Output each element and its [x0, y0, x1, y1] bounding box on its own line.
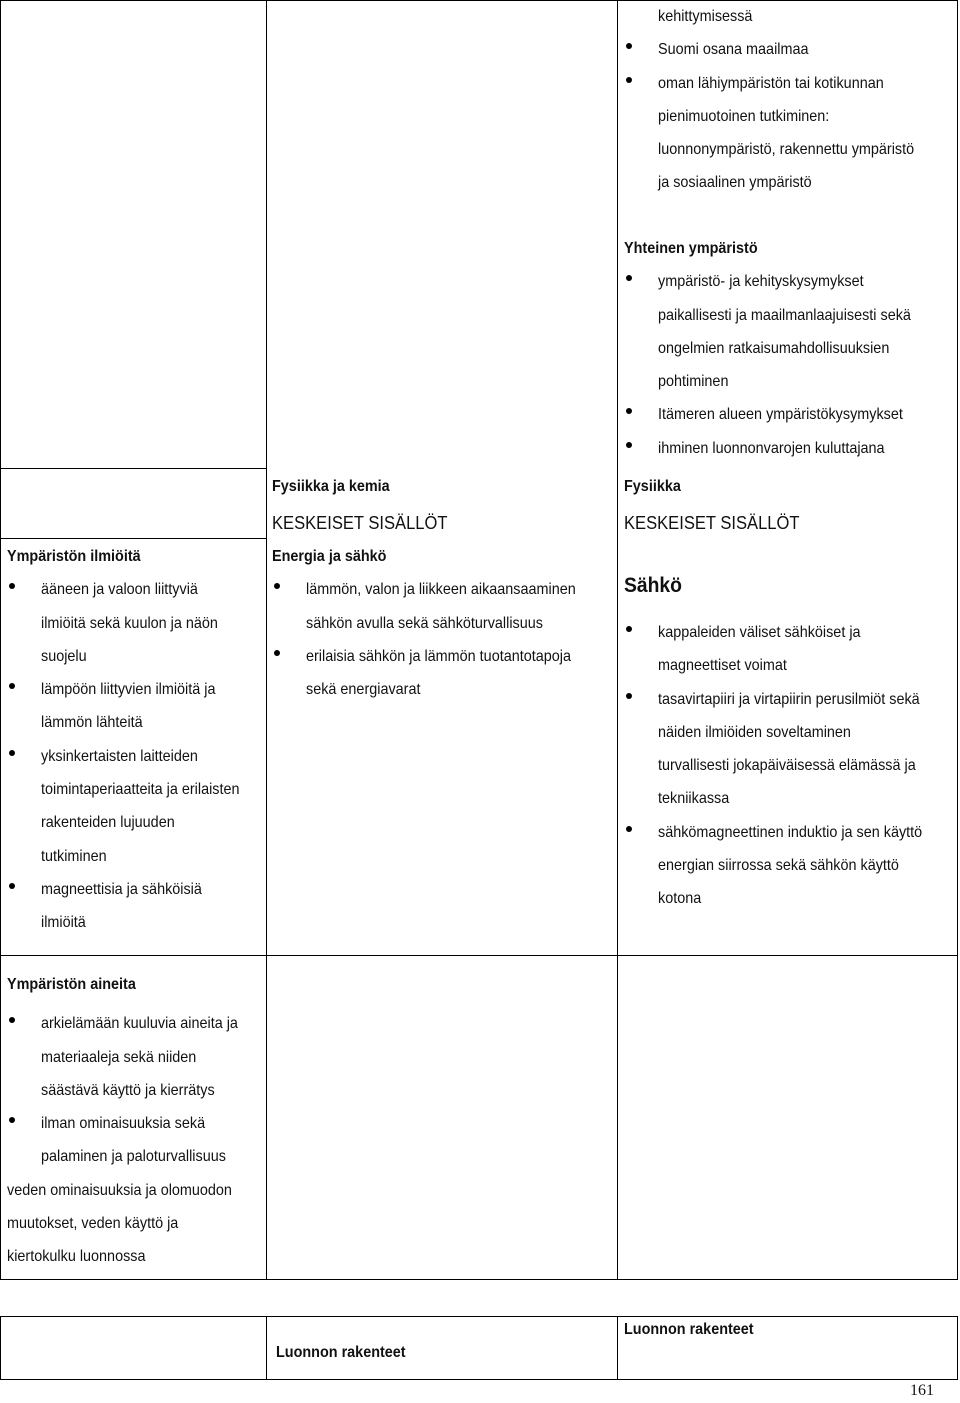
- list-item-text: ihminen luonnonvarojen kuluttajana: [658, 439, 885, 457]
- list-item-text: ongelmien ratkaisumahdollisuuksien: [658, 339, 890, 357]
- bullet-icon: [9, 583, 15, 589]
- bullet-icon: [626, 77, 632, 83]
- list-item: [624, 816, 952, 916]
- list-item-text: erilaisia sähkön ja lämmön tuotantotapoja: [306, 647, 571, 665]
- bullet-icon: [626, 826, 632, 832]
- table-divider: [617, 1316, 618, 1380]
- list-item-text: magneettisia ja sähköisiä: [41, 880, 202, 898]
- list-item: [624, 616, 952, 683]
- plain-text: muutokset, veden käyttö ja: [7, 1215, 179, 1233]
- list-item-text: sekä energiavarat: [306, 681, 421, 699]
- list-item-text: yksinkertaisten laitteiden: [41, 747, 198, 765]
- list-item-text: pohtiminen: [658, 373, 729, 391]
- col3-shared-env-cell: [624, 232, 939, 465]
- list-item: [7, 673, 262, 740]
- plain-text: kiertokulku luonnossa: [7, 1248, 146, 1266]
- bullet-icon: [626, 408, 632, 414]
- list-item-text: ympäristö- ja kehityskysymykset: [658, 273, 864, 291]
- col2-energy-cell: [272, 540, 606, 706]
- section-heading: Yhteinen ympäristö: [624, 240, 758, 257]
- footer-heading: Luonnon rakenteet: [624, 1321, 754, 1338]
- list-item-text: lämmön lähteitä: [41, 714, 143, 732]
- list-item-text: turvallisesti jokapäiväisessä elämässä ja: [658, 757, 916, 775]
- list-item-text: lämmön, valon ja liikkeen aikaansaaminen: [306, 581, 576, 599]
- list-item-text: sähkömagneettinen induktio ja sen käyttö: [658, 823, 923, 841]
- bullet-icon: [274, 650, 280, 656]
- list-item-text: pienimuotoinen tutkiminen:: [658, 107, 830, 125]
- table-divider: [266, 1316, 267, 1380]
- list-item-text: ilmiöitä: [41, 914, 86, 932]
- section-heading: Ympäristön ilmiöitä: [7, 548, 141, 565]
- list-item-text: toimintaperiaatteita ja erilaisten: [41, 781, 240, 799]
- list-item: [624, 683, 952, 816]
- list-item-text: magneettiset voimat: [658, 657, 787, 675]
- list-item-text: Suomi osana maailmaa: [658, 41, 809, 59]
- section-subtitle: KESKEISET SISÄLLÖT: [624, 513, 800, 534]
- footer-heading: Luonnon rakenteet: [276, 1344, 406, 1361]
- list-item: [624, 0, 943, 33]
- section-subtitle: KESKEISET SISÄLLÖT: [272, 513, 448, 534]
- list-item-text: suojelu: [41, 647, 87, 665]
- list-item: [7, 1107, 260, 1174]
- list-item-text: luonnonympäristö, rakennettu ympäristö: [658, 141, 915, 159]
- col2-header: [272, 470, 463, 543]
- table-divider: [617, 0, 618, 1280]
- footer-table: [0, 1316, 958, 1380]
- bullet-icon: [9, 750, 15, 756]
- list-item-text: energian siirrossa sekä sähkön käyttö: [658, 857, 899, 875]
- list-item-text: kotona: [658, 890, 702, 908]
- section-heading: Sähkö: [624, 574, 682, 597]
- list-item-text: lämpöön liittyvien ilmiöitä ja: [41, 681, 216, 699]
- list-item: [624, 265, 939, 398]
- list-item-text: tekniikassa: [658, 790, 730, 808]
- list-item: [624, 398, 939, 431]
- section-heading: Energia ja sähkö: [272, 548, 387, 565]
- bullet-icon: [626, 626, 632, 632]
- list-item-text: säästävä käyttö ja kierrätys: [41, 1081, 215, 1099]
- list-item-text: ja sosiaalinen ympäristö: [658, 174, 812, 192]
- bullet-icon: [9, 1117, 15, 1123]
- col1-substances-cell: [7, 968, 260, 1274]
- bullet-icon: [626, 43, 632, 49]
- list-item-text: oman lähiympäristön tai kotikunnan: [658, 74, 884, 92]
- footer-col3: [624, 1313, 768, 1346]
- subject-title: Fysiikka: [624, 478, 681, 495]
- bullet-icon: [9, 683, 15, 689]
- col3-electricity-cell: [624, 566, 952, 916]
- col1-phenomena-cell: [7, 540, 262, 940]
- list-item-text: ilmiöitä sekä kuulon ja näön: [41, 614, 218, 632]
- list-item: [272, 573, 606, 640]
- list-item-text: tutkiminen: [41, 847, 107, 865]
- bullet-icon: [626, 693, 632, 699]
- subject-title: Fysiikka ja kemia: [272, 478, 390, 495]
- plain-text: veden ominaisuuksia ja olomuodon: [7, 1181, 232, 1199]
- table-divider: [0, 955, 958, 956]
- table-divider: [0, 538, 266, 539]
- list-item-text: rakenteiden lujuuden: [41, 814, 175, 832]
- bullet-icon: [626, 275, 632, 281]
- list-item-text: materiaaleja sekä niiden: [41, 1048, 197, 1066]
- bullet-icon: [274, 583, 280, 589]
- list-item: [272, 640, 606, 707]
- list-item-text: tasavirtapiiri ja virtapiirin perusilmiöt sekä: [658, 690, 920, 708]
- list-item: [7, 740, 262, 873]
- col3-header: [624, 470, 815, 543]
- bullet-icon: [9, 883, 15, 889]
- bullet-icon: [626, 442, 632, 448]
- list-item: [7, 1007, 260, 1107]
- footer-col2: [276, 1336, 420, 1369]
- section-heading: Ympäristön aineita: [7, 976, 136, 993]
- list-item: [624, 432, 939, 465]
- table-divider: [266, 0, 267, 1280]
- list-item: [7, 573, 262, 673]
- list-item-text: kehittymisessä: [658, 8, 753, 25]
- col3-top-cell: [624, 0, 943, 200]
- list-item-text: kappaleiden väliset sähköiset ja: [658, 624, 861, 641]
- list-item-text: Itämeren alueen ympäristökysymykset: [658, 406, 903, 424]
- list-item-text: arkielämään kuuluvia aineita ja: [41, 1015, 238, 1033]
- list-item-text: paikallisesti ja maailmanlaajuisesti sekä: [658, 306, 911, 324]
- list-item-text: ääneen ja valoon liittyviä: [41, 581, 198, 599]
- list-item-text: ilman ominaisuuksia sekä: [41, 1115, 206, 1133]
- list-item: [7, 873, 262, 940]
- bullet-icon: [9, 1017, 15, 1023]
- table-divider: [0, 468, 266, 469]
- list-item-text: palaminen ja paloturvallisuus: [41, 1148, 226, 1166]
- list-item: [624, 67, 943, 200]
- list-item-text: näiden ilmiöiden soveltaminen: [658, 723, 851, 741]
- page-number: 161: [910, 1382, 934, 1399]
- list-item-text: sähkön avulla sekä sähköturvallisuus: [306, 614, 543, 632]
- list-item: [624, 33, 943, 66]
